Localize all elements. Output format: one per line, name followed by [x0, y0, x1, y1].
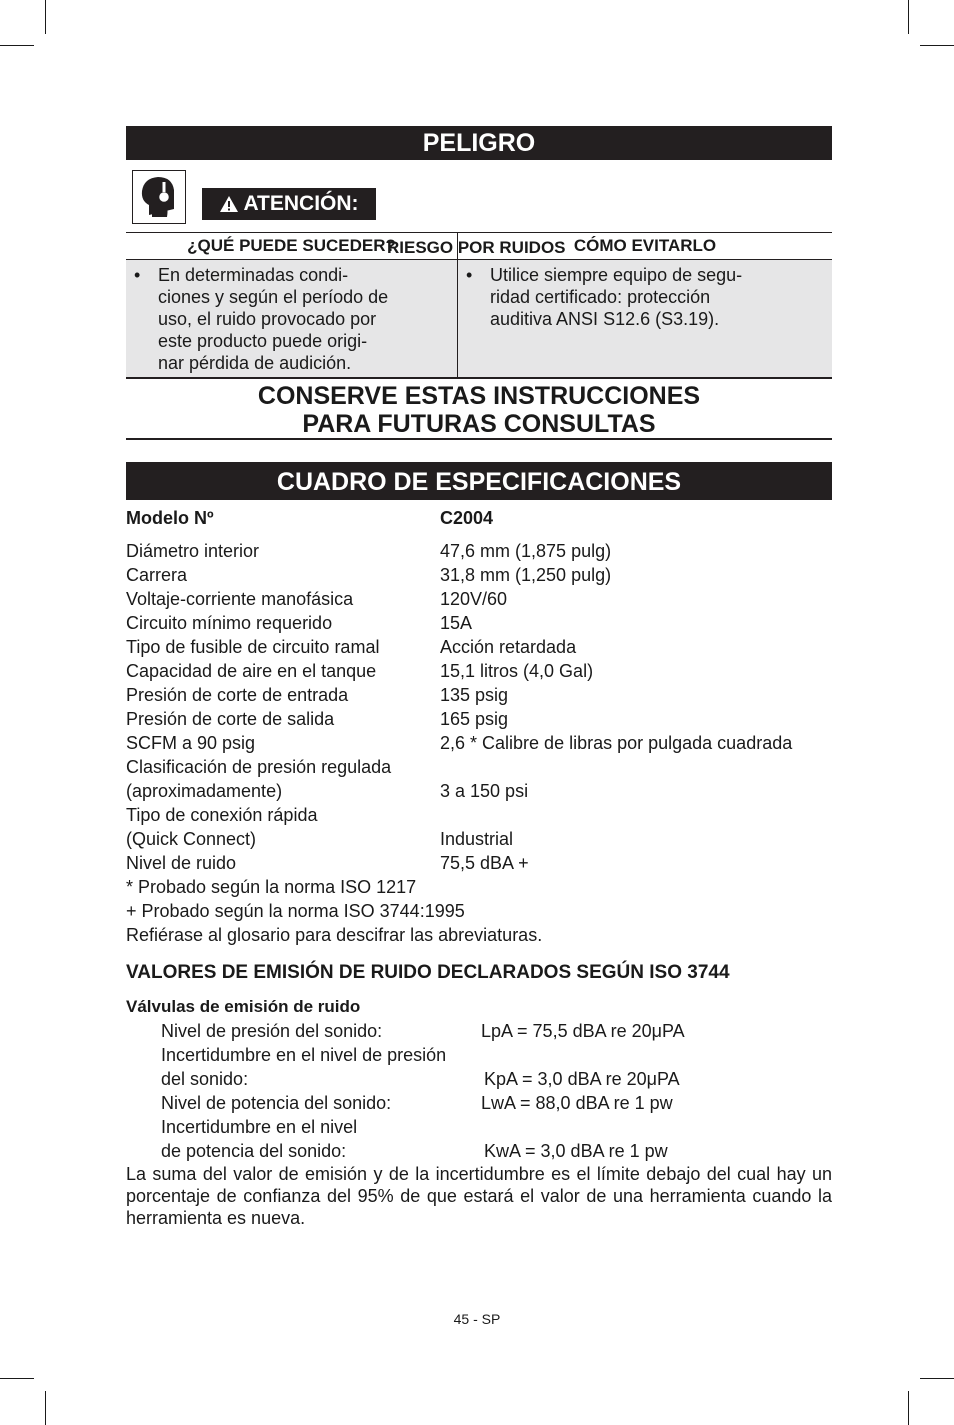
emission-value: KpA = 3,0 dBA re 20μPA: [484, 1069, 680, 1089]
what-can-happen-cell: • En determinadas condi- ciones y según el período de uso, el ruido provocado por este producto puede origi- nar pérdida de audición.: [126, 260, 458, 379]
emission-row: [126, 1139, 832, 1163]
model-value: C2004: [440, 508, 494, 528]
emission-key: Nivel de potencia del sonido:: [161, 1093, 392, 1113]
spec-row: [126, 851, 832, 875]
spec-value: 135 psig: [440, 685, 509, 705]
spec-row: [126, 587, 832, 611]
emission-row: [126, 1091, 832, 1115]
crop-mark: [908, 0, 909, 34]
crop-mark: [920, 1378, 954, 1379]
hearing-protection-icon: [132, 170, 186, 224]
crop-mark: [45, 0, 46, 34]
text-line: uso, el ruido provocado por: [158, 309, 377, 329]
text-line: este producto puede origi-: [158, 331, 368, 351]
emission-row: [126, 1067, 832, 1091]
spec-value: Industrial: [440, 829, 514, 849]
crop-mark: [45, 1391, 46, 1425]
spec-row: [126, 659, 832, 683]
spec-key: Nivel de ruido: [126, 853, 237, 873]
spec-row: [126, 827, 832, 851]
emission-value: LwA = 88,0 dBA re 1 pw: [481, 1093, 673, 1113]
page-number: 45 - SP: [453, 1311, 501, 1327]
spec-key: Tipo de conexión rápida: [126, 805, 318, 825]
emission-value: KwA = 3,0 dBA re 1 pw: [484, 1141, 668, 1161]
spec-key: Clasificación de presión regulada: [126, 757, 392, 777]
spec-row: [126, 755, 832, 779]
spec-row: [126, 611, 832, 635]
riesgo-label: RIESGO POR RUIDOS: [387, 238, 566, 257]
emission-row: [126, 1043, 832, 1067]
emission-value: LpA = 75,5 dBA re 20μPA: [481, 1021, 685, 1041]
spec-value: 15,1 litros (4,0 Gal): [440, 661, 594, 681]
spec-key: (aproximadamente): [126, 781, 283, 801]
warning-triangle-icon: [219, 195, 239, 213]
spec-row: [126, 707, 832, 731]
spec-value: 75,5 dBA +: [440, 853, 529, 873]
emission-key: de potencia del sonido:: [161, 1141, 347, 1161]
spec-row: [126, 779, 832, 803]
text-line: Utilice siempre equipo de segu-: [490, 265, 743, 285]
text-line: ciones y según el período de: [158, 287, 389, 307]
text-line: ridad certificado: protección: [490, 287, 711, 307]
spec-row: [126, 803, 832, 827]
crop-mark: [0, 45, 34, 46]
spec-key: Presión de corte de salida: [126, 709, 335, 729]
spec-key: SCFM a 90 psig: [126, 733, 256, 753]
emission-row: [126, 1019, 832, 1043]
how-to-avoid-cell: • Utilice siempre equipo de segu- ridad certificado: protección auditiva ANSI S12.6 (S3.19).: [458, 260, 833, 379]
page-content: [126, 126, 832, 1229]
conserve-line: CONSERVE ESTAS INSTRUCCIONES: [257, 382, 701, 410]
spec-key: Capacidad de aire en el tanque: [126, 661, 377, 681]
spec-value: 31,8 mm (1,250 pulg): [440, 565, 612, 585]
model-label: Modelo Nº: [126, 508, 214, 528]
footnote: Refiérase al glosario para descifrar las abreviaturas.: [126, 925, 543, 945]
spec-value: 3 a 150 psi: [440, 781, 529, 801]
emission-row: [126, 1115, 832, 1139]
text-line: nar pérdida de audición.: [158, 353, 352, 373]
emission-key: Nivel de presión del sonido:: [161, 1021, 383, 1041]
footnote: + Probado según la norma ISO 3744:1995: [126, 901, 465, 921]
emission-key: Incertidumbre en el nivel: [161, 1117, 358, 1137]
crop-mark: [920, 45, 954, 46]
conserve-line: PARA FUTURAS CONSULTAS: [302, 410, 656, 438]
spec-value: 165 psig: [440, 709, 509, 729]
emission-heading: VALORES DE EMISIÓN DE RUIDO DECLARADOS SEGÚN ISO 3744: [126, 962, 730, 983]
spec-key: Circuito mínimo requerido: [126, 613, 333, 633]
spec-key: Carrera: [126, 565, 188, 585]
emission-subheading: Válvulas de emisión de ruido: [126, 997, 361, 1016]
emission-key: Incertidumbre en el nivel de presión: [161, 1045, 447, 1065]
crop-mark: [0, 1378, 34, 1379]
spec-value: Acción retardada: [440, 637, 577, 657]
spec-key: Tipo de fusible de circuito ramal: [126, 637, 380, 657]
emission-paragraph: La suma del valor de emisión y de la incertidumbre es el límite debajo del cual hay un porcentaje de confianza del 95% de que estará el valor de una herramienta cuando la herramienta es nueva.: [126, 1164, 832, 1228]
spec-row: [126, 563, 832, 587]
peligro-banner: PELIGRO: [126, 126, 832, 160]
spec-key: Diámetro interior: [126, 541, 260, 561]
atencion-label: [202, 188, 376, 220]
spec-key: Presión de corte de entrada: [126, 685, 349, 705]
header-como-evitarlo: CÓMO EVITARLO: [458, 233, 833, 260]
conserve-heading: [126, 379, 832, 440]
spec-row: [126, 731, 832, 755]
spec-key: (Quick Connect): [126, 829, 257, 849]
text-line: En determinadas condi-: [158, 265, 349, 285]
text-line: auditiva ANSI S12.6 (S3.19).: [490, 309, 720, 329]
spec-value: 120V/60: [440, 589, 508, 609]
crop-mark: [908, 1391, 909, 1425]
spec-value: 2,6 * Calibre de libras por pulgada cuadrada: [440, 733, 793, 753]
atencion-text: ATENCIÓN:: [243, 192, 359, 215]
spec-banner: CUADRO DE ESPECIFICACIONES: [126, 462, 832, 500]
spec-value: 15A: [440, 613, 473, 633]
emission-key: del sonido:: [161, 1069, 249, 1089]
spec-row: [126, 539, 832, 563]
spec-row: [126, 635, 832, 659]
model-row: [126, 506, 832, 530]
header-que-puede-suceder: ¿QUÉ PUEDE SUCEDER?: [126, 233, 458, 260]
spec-value: 47,6 mm (1,875 pulg): [440, 541, 612, 561]
spec-list: [126, 506, 832, 947]
footnote: * Probado según la norma ISO 1217: [126, 877, 417, 897]
spec-row: [126, 683, 832, 707]
spec-key: Voltaje-corriente manofásica: [126, 589, 354, 609]
